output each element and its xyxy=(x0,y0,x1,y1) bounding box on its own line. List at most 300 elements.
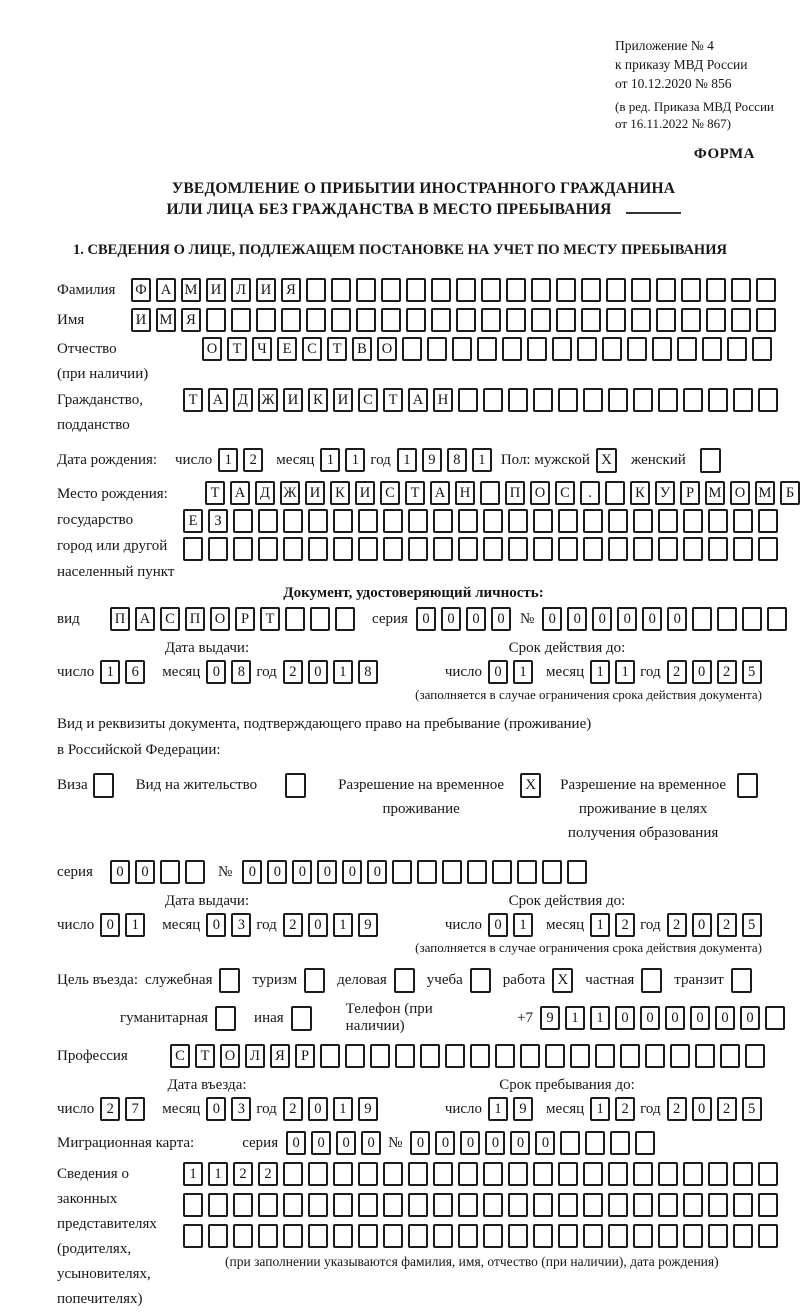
residence-permit-checkbox xyxy=(285,773,306,798)
char-box xyxy=(506,308,526,332)
char-box: 2 xyxy=(667,660,687,684)
stay-until-year: год 2 0 2 5 xyxy=(640,1097,766,1121)
stay-until-month: месяц 1 2 xyxy=(546,1097,640,1121)
birth-place-row1 xyxy=(205,481,800,505)
visa-checkbox xyxy=(93,773,114,798)
char-box: С xyxy=(170,1044,190,1068)
char-box: 1 xyxy=(397,448,417,472)
char-box xyxy=(708,388,728,412)
char-box: 1 xyxy=(345,448,365,472)
char-box: Р xyxy=(235,607,255,631)
char-box: 0 xyxy=(542,607,562,631)
given-name-label: Имя xyxy=(57,311,85,328)
char-box xyxy=(458,537,478,561)
field-migration-card xyxy=(57,1130,790,1156)
char-box: Е xyxy=(183,509,203,533)
appendix-line: Приложение № 4 xyxy=(615,38,714,53)
char-box: 0 xyxy=(342,860,362,884)
char-box: 0 xyxy=(510,1131,530,1155)
char-box: 2 xyxy=(258,1162,278,1186)
char-box xyxy=(458,1224,478,1248)
char-box: 0 xyxy=(692,660,712,684)
char-box xyxy=(408,1162,428,1186)
char-box: 0 xyxy=(206,913,226,937)
char-box xyxy=(577,337,597,361)
char-box xyxy=(358,1162,378,1186)
char-box: М xyxy=(156,308,176,332)
char-box: 0 xyxy=(615,1006,635,1030)
char-box xyxy=(683,537,703,561)
amendment-line: (в ред. Приказа МВД России xyxy=(615,99,774,114)
char-box: П xyxy=(505,481,525,505)
char-box: 0 xyxy=(336,1131,356,1155)
char-box: Я xyxy=(281,278,301,302)
char-box xyxy=(720,1044,740,1068)
char-box: 1 xyxy=(590,1097,610,1121)
char-box: В xyxy=(352,337,372,361)
char-box: П xyxy=(110,607,130,631)
char-box: Т xyxy=(195,1044,215,1068)
char-box: Ч xyxy=(252,337,272,361)
entry-dates-row xyxy=(57,1096,790,1122)
char-box xyxy=(733,1162,753,1186)
char-box xyxy=(683,1193,703,1217)
char-box xyxy=(508,388,528,412)
char-box: С xyxy=(555,481,575,505)
citizenship-boxes xyxy=(183,388,783,412)
char-box xyxy=(558,1193,578,1217)
char-box xyxy=(508,1162,528,1186)
char-box xyxy=(656,278,676,302)
char-box: 0 xyxy=(308,660,328,684)
char-box: 1 xyxy=(513,913,533,937)
char-box xyxy=(406,278,426,302)
option-temp-residence: Разрешение на временное проживание X xyxy=(332,773,541,821)
char-box xyxy=(206,308,226,332)
char-box: 0 xyxy=(100,913,120,937)
char-box xyxy=(383,1162,403,1186)
char-box xyxy=(758,1224,778,1248)
char-box xyxy=(533,1193,553,1217)
purpose-intro: Цель въезда: xyxy=(57,972,138,988)
char-box xyxy=(610,1131,630,1155)
birth-place-row2 xyxy=(183,509,800,533)
birth-day-boxes xyxy=(218,448,268,472)
char-box: А xyxy=(208,388,228,412)
char-box xyxy=(383,1224,403,1248)
char-box: Т xyxy=(205,481,225,505)
char-box: 8 xyxy=(358,660,378,684)
char-box: 1 xyxy=(218,448,238,472)
char-box xyxy=(706,278,726,302)
char-box xyxy=(570,1044,590,1068)
char-box xyxy=(458,388,478,412)
char-box xyxy=(306,308,326,332)
migration-card-label: Миграционная карта: xyxy=(57,1134,195,1151)
char-box xyxy=(608,1193,628,1217)
char-box xyxy=(531,308,551,332)
char-box: 0 xyxy=(110,860,130,884)
profession-boxes xyxy=(170,1044,770,1068)
char-box xyxy=(533,388,553,412)
char-box xyxy=(456,308,476,332)
char-box: 2 xyxy=(717,660,737,684)
profession-label: Профессия xyxy=(57,1047,128,1064)
char-box xyxy=(445,1044,465,1068)
char-box xyxy=(658,1162,678,1186)
char-box: А xyxy=(156,278,176,302)
char-box xyxy=(183,537,203,561)
char-box xyxy=(467,860,487,884)
char-box: 0 xyxy=(617,607,637,631)
char-box xyxy=(345,1044,365,1068)
char-box xyxy=(333,537,353,561)
char-box: 0 xyxy=(466,607,486,631)
migration-series-boxes xyxy=(286,1131,386,1155)
field-doc-kind xyxy=(57,606,790,632)
surname-boxes xyxy=(131,278,781,302)
char-box: 1 xyxy=(183,1162,203,1186)
char-box: И xyxy=(206,278,226,302)
char-box xyxy=(583,1162,603,1186)
char-box: 2 xyxy=(283,1097,303,1121)
char-box xyxy=(331,308,351,332)
char-box: 0 xyxy=(292,860,312,884)
char-box xyxy=(483,1162,503,1186)
char-box xyxy=(583,1224,603,1248)
char-box: 0 xyxy=(206,660,226,684)
char-box xyxy=(531,278,551,302)
amendment-line: от 16.11.2022 № 867) xyxy=(615,116,732,131)
section1-heading: 1. СВЕДЕНИЯ О ЛИЦЕ, ПОДЛЕЖАЩЕМ ПОСТАНОВКЕ НА УЧЕТ ПО МЕСТУ ПРЕБЫВАНИЯ xyxy=(73,242,727,258)
char-box xyxy=(308,537,328,561)
char-box xyxy=(605,481,625,505)
stay-number-label: № xyxy=(218,863,233,880)
field-birth-date xyxy=(57,447,790,473)
char-box: И xyxy=(355,481,375,505)
char-box xyxy=(608,509,628,533)
field-given-name xyxy=(57,307,790,333)
char-box xyxy=(595,1044,615,1068)
purpose-study-checkbox xyxy=(470,968,491,993)
char-box xyxy=(333,1162,353,1186)
char-box: 1 xyxy=(208,1162,228,1186)
char-box: З xyxy=(208,509,228,533)
char-box: 2 xyxy=(100,1097,120,1121)
phone-boxes xyxy=(540,1006,790,1030)
char-box: У xyxy=(655,481,675,505)
char-box: 9 xyxy=(540,1006,560,1030)
char-box: Т xyxy=(227,337,247,361)
char-box xyxy=(652,337,672,361)
char-box xyxy=(758,388,778,412)
char-box: 0 xyxy=(642,607,662,631)
char-box xyxy=(483,537,503,561)
char-box xyxy=(731,308,751,332)
char-box xyxy=(506,278,526,302)
char-box xyxy=(583,509,603,533)
char-box: 0 xyxy=(567,607,587,631)
char-box xyxy=(258,537,278,561)
stay-restriction-note: (заполняется в случае ограничения срока действия документа) xyxy=(415,940,762,955)
field-legal-reps xyxy=(57,1162,790,1312)
char-box: 0 xyxy=(692,913,712,937)
appendix-line: от 10.12.2020 № 856 xyxy=(615,76,732,91)
char-box: 1 xyxy=(333,660,353,684)
char-box xyxy=(658,1224,678,1248)
char-box: А xyxy=(430,481,450,505)
char-box xyxy=(406,308,426,332)
char-box xyxy=(183,1224,203,1248)
patronymic-label: Отчество (при наличии) xyxy=(57,341,149,382)
purpose-other-checkbox xyxy=(291,1006,312,1031)
char-box: 1 xyxy=(320,448,340,472)
char-box: Н xyxy=(455,481,475,505)
char-box xyxy=(402,337,422,361)
char-box: 2 xyxy=(283,660,303,684)
char-box: Б xyxy=(780,481,800,505)
char-box xyxy=(533,1224,553,1248)
birth-place-rows xyxy=(183,481,800,565)
char-box: 2 xyxy=(667,913,687,937)
char-box xyxy=(231,308,251,332)
char-box xyxy=(508,1224,528,1248)
char-box xyxy=(408,537,428,561)
birth-year-boxes xyxy=(397,448,497,472)
char-box xyxy=(631,308,651,332)
char-box: 0 xyxy=(361,1131,381,1155)
char-box xyxy=(283,509,303,533)
char-box xyxy=(381,308,401,332)
doc-dates-row xyxy=(57,659,790,685)
legal-reps-row2 xyxy=(183,1193,783,1217)
char-box: Я xyxy=(270,1044,290,1068)
char-box xyxy=(502,337,522,361)
title-line2: ИЛИ ЛИЦА БЕЗ ГРАЖДАНСТВА В МЕСТО ПРЕБЫВАНИЯ xyxy=(166,201,612,218)
char-box: 2 xyxy=(615,1097,635,1121)
legal-reps-row1 xyxy=(183,1162,783,1186)
char-box xyxy=(708,509,728,533)
char-box xyxy=(358,1193,378,1217)
stay-series-label: серия xyxy=(57,863,93,880)
birth-date-label: Дата рождения: xyxy=(57,451,158,468)
char-box xyxy=(708,1224,728,1248)
char-box xyxy=(733,1193,753,1217)
char-box: 1 xyxy=(565,1006,585,1030)
char-box xyxy=(683,509,703,533)
char-box: Д xyxy=(255,481,275,505)
char-box: О xyxy=(220,1044,240,1068)
char-box xyxy=(527,337,547,361)
doc-issue-caption: Дата выдачи: xyxy=(164,640,250,656)
char-box xyxy=(758,537,778,561)
char-box xyxy=(695,1044,715,1068)
char-box: 9 xyxy=(422,448,442,472)
char-box xyxy=(581,308,601,332)
char-box: 0 xyxy=(206,1097,226,1121)
char-box: 0 xyxy=(410,1131,430,1155)
char-box: 1 xyxy=(100,660,120,684)
stay-issue-month: месяц 0 3 xyxy=(162,913,256,937)
char-box xyxy=(670,1044,690,1068)
phone-prefix: +7 xyxy=(517,1009,533,1026)
char-box xyxy=(431,308,451,332)
char-box xyxy=(433,1193,453,1217)
form-label: ФОРМА xyxy=(693,146,755,162)
option-residence-permit: Вид на жительство xyxy=(136,773,306,798)
stay-doc-options xyxy=(57,773,790,845)
char-box xyxy=(608,388,628,412)
char-box xyxy=(558,1224,578,1248)
char-box: 0 xyxy=(135,860,155,884)
char-box: 0 xyxy=(311,1131,331,1155)
char-box xyxy=(756,308,776,332)
char-box xyxy=(392,860,412,884)
char-box: 0 xyxy=(692,1097,712,1121)
char-box: 2 xyxy=(233,1162,253,1186)
char-box xyxy=(692,607,712,631)
char-box xyxy=(258,509,278,533)
purpose-official-checkbox xyxy=(219,968,240,993)
char-box: П xyxy=(185,607,205,631)
char-box: 1 xyxy=(590,660,610,684)
char-box xyxy=(233,509,253,533)
purpose-business-checkbox xyxy=(394,968,415,993)
stay-issue-caption: Дата выдачи: xyxy=(164,893,250,909)
char-box xyxy=(731,278,751,302)
char-box xyxy=(283,1162,303,1186)
char-box xyxy=(335,607,355,631)
stay-until-day: число 1 9 xyxy=(445,1097,538,1121)
entry-date-caption: Дата въезда: xyxy=(167,1077,247,1093)
char-box xyxy=(633,1162,653,1186)
appendix-block xyxy=(615,36,790,132)
char-box xyxy=(356,308,376,332)
char-box xyxy=(333,1224,353,1248)
char-box: 0 xyxy=(441,607,461,631)
char-box xyxy=(408,1224,428,1248)
visit-purpose-row: Цель въезда: служебная туризм деловая учеба работа X частная транзит xyxy=(57,968,790,993)
char-box: О xyxy=(530,481,550,505)
char-box xyxy=(552,337,572,361)
char-box: И xyxy=(131,308,151,332)
char-box: Ж xyxy=(258,388,278,412)
char-box xyxy=(308,1224,328,1248)
char-box: 2 xyxy=(243,448,263,472)
char-box xyxy=(756,278,776,302)
migration-series-label: серия xyxy=(242,1134,279,1151)
char-box xyxy=(483,509,503,533)
char-box xyxy=(383,537,403,561)
char-box xyxy=(708,537,728,561)
stay-issue-year: год 2 0 1 9 xyxy=(256,913,382,937)
char-box: А xyxy=(135,607,155,631)
char-box xyxy=(285,607,305,631)
char-box xyxy=(495,1044,515,1068)
char-box xyxy=(320,1044,340,1068)
char-box xyxy=(183,1193,203,1217)
char-box xyxy=(627,337,647,361)
char-box: М xyxy=(705,481,725,505)
char-box xyxy=(733,388,753,412)
char-box xyxy=(683,1224,703,1248)
char-box xyxy=(606,308,626,332)
char-box: И xyxy=(333,388,353,412)
doc-kind-label: вид xyxy=(57,610,80,627)
char-box xyxy=(408,509,428,533)
surname-label: Фамилия xyxy=(57,281,116,298)
char-box xyxy=(767,607,787,631)
char-box xyxy=(733,537,753,561)
field-patronymic xyxy=(57,337,790,386)
doc-number-boxes xyxy=(542,607,792,631)
char-box: Р xyxy=(295,1044,315,1068)
char-box xyxy=(608,1162,628,1186)
char-box xyxy=(708,1193,728,1217)
char-box: 0 xyxy=(715,1006,735,1030)
stay-number-boxes xyxy=(242,860,592,884)
char-box xyxy=(606,278,626,302)
char-box: 1 xyxy=(615,660,635,684)
char-box xyxy=(508,1193,528,1217)
char-box xyxy=(417,860,437,884)
char-box xyxy=(308,1162,328,1186)
char-box xyxy=(483,1193,503,1217)
char-box xyxy=(758,509,778,533)
char-box xyxy=(208,1224,228,1248)
char-box xyxy=(765,1006,785,1030)
char-box: Т xyxy=(260,607,280,631)
char-box: К xyxy=(330,481,350,505)
char-box xyxy=(681,308,701,332)
char-box xyxy=(677,337,697,361)
migration-number-label: № xyxy=(388,1134,403,1151)
char-box: 1 xyxy=(333,1097,353,1121)
char-box xyxy=(706,308,726,332)
char-box: 2 xyxy=(283,913,303,937)
legal-reps-rows xyxy=(183,1162,783,1270)
char-box xyxy=(581,278,601,302)
patronymic-note: (при наличии) xyxy=(57,365,149,382)
char-box: 0 xyxy=(460,1131,480,1155)
char-box: 0 xyxy=(308,1097,328,1121)
char-box xyxy=(658,537,678,561)
char-box: Т xyxy=(405,481,425,505)
title-line1: УВЕДОМЛЕНИЕ О ПРИБЫТИИ ИНОСТРАННОГО ГРАЖДАНИНА xyxy=(171,180,676,197)
char-box: М xyxy=(755,481,775,505)
char-box xyxy=(758,1162,778,1186)
char-box: 0 xyxy=(640,1006,660,1030)
char-box xyxy=(408,1193,428,1217)
char-box: 2 xyxy=(717,913,737,937)
char-box: 0 xyxy=(242,860,262,884)
char-box xyxy=(620,1044,640,1068)
char-box xyxy=(452,337,472,361)
entry-year: год 2 0 1 9 xyxy=(256,1097,382,1121)
char-box xyxy=(560,1131,580,1155)
char-box xyxy=(583,1193,603,1217)
char-box: 1 xyxy=(472,448,492,472)
char-box xyxy=(258,1193,278,1217)
char-box xyxy=(433,537,453,561)
given-name-boxes xyxy=(131,308,781,332)
stay-valid-caption: Срок действия до: xyxy=(508,893,626,909)
legal-reps-note: (при заполнении указываются фамилия, имя, отчество (при наличии), дата рождения) xyxy=(225,1254,719,1269)
char-box: И xyxy=(305,481,325,505)
sex-female-label: женский xyxy=(630,451,686,468)
char-box: 0 xyxy=(416,607,436,631)
char-box xyxy=(356,278,376,302)
